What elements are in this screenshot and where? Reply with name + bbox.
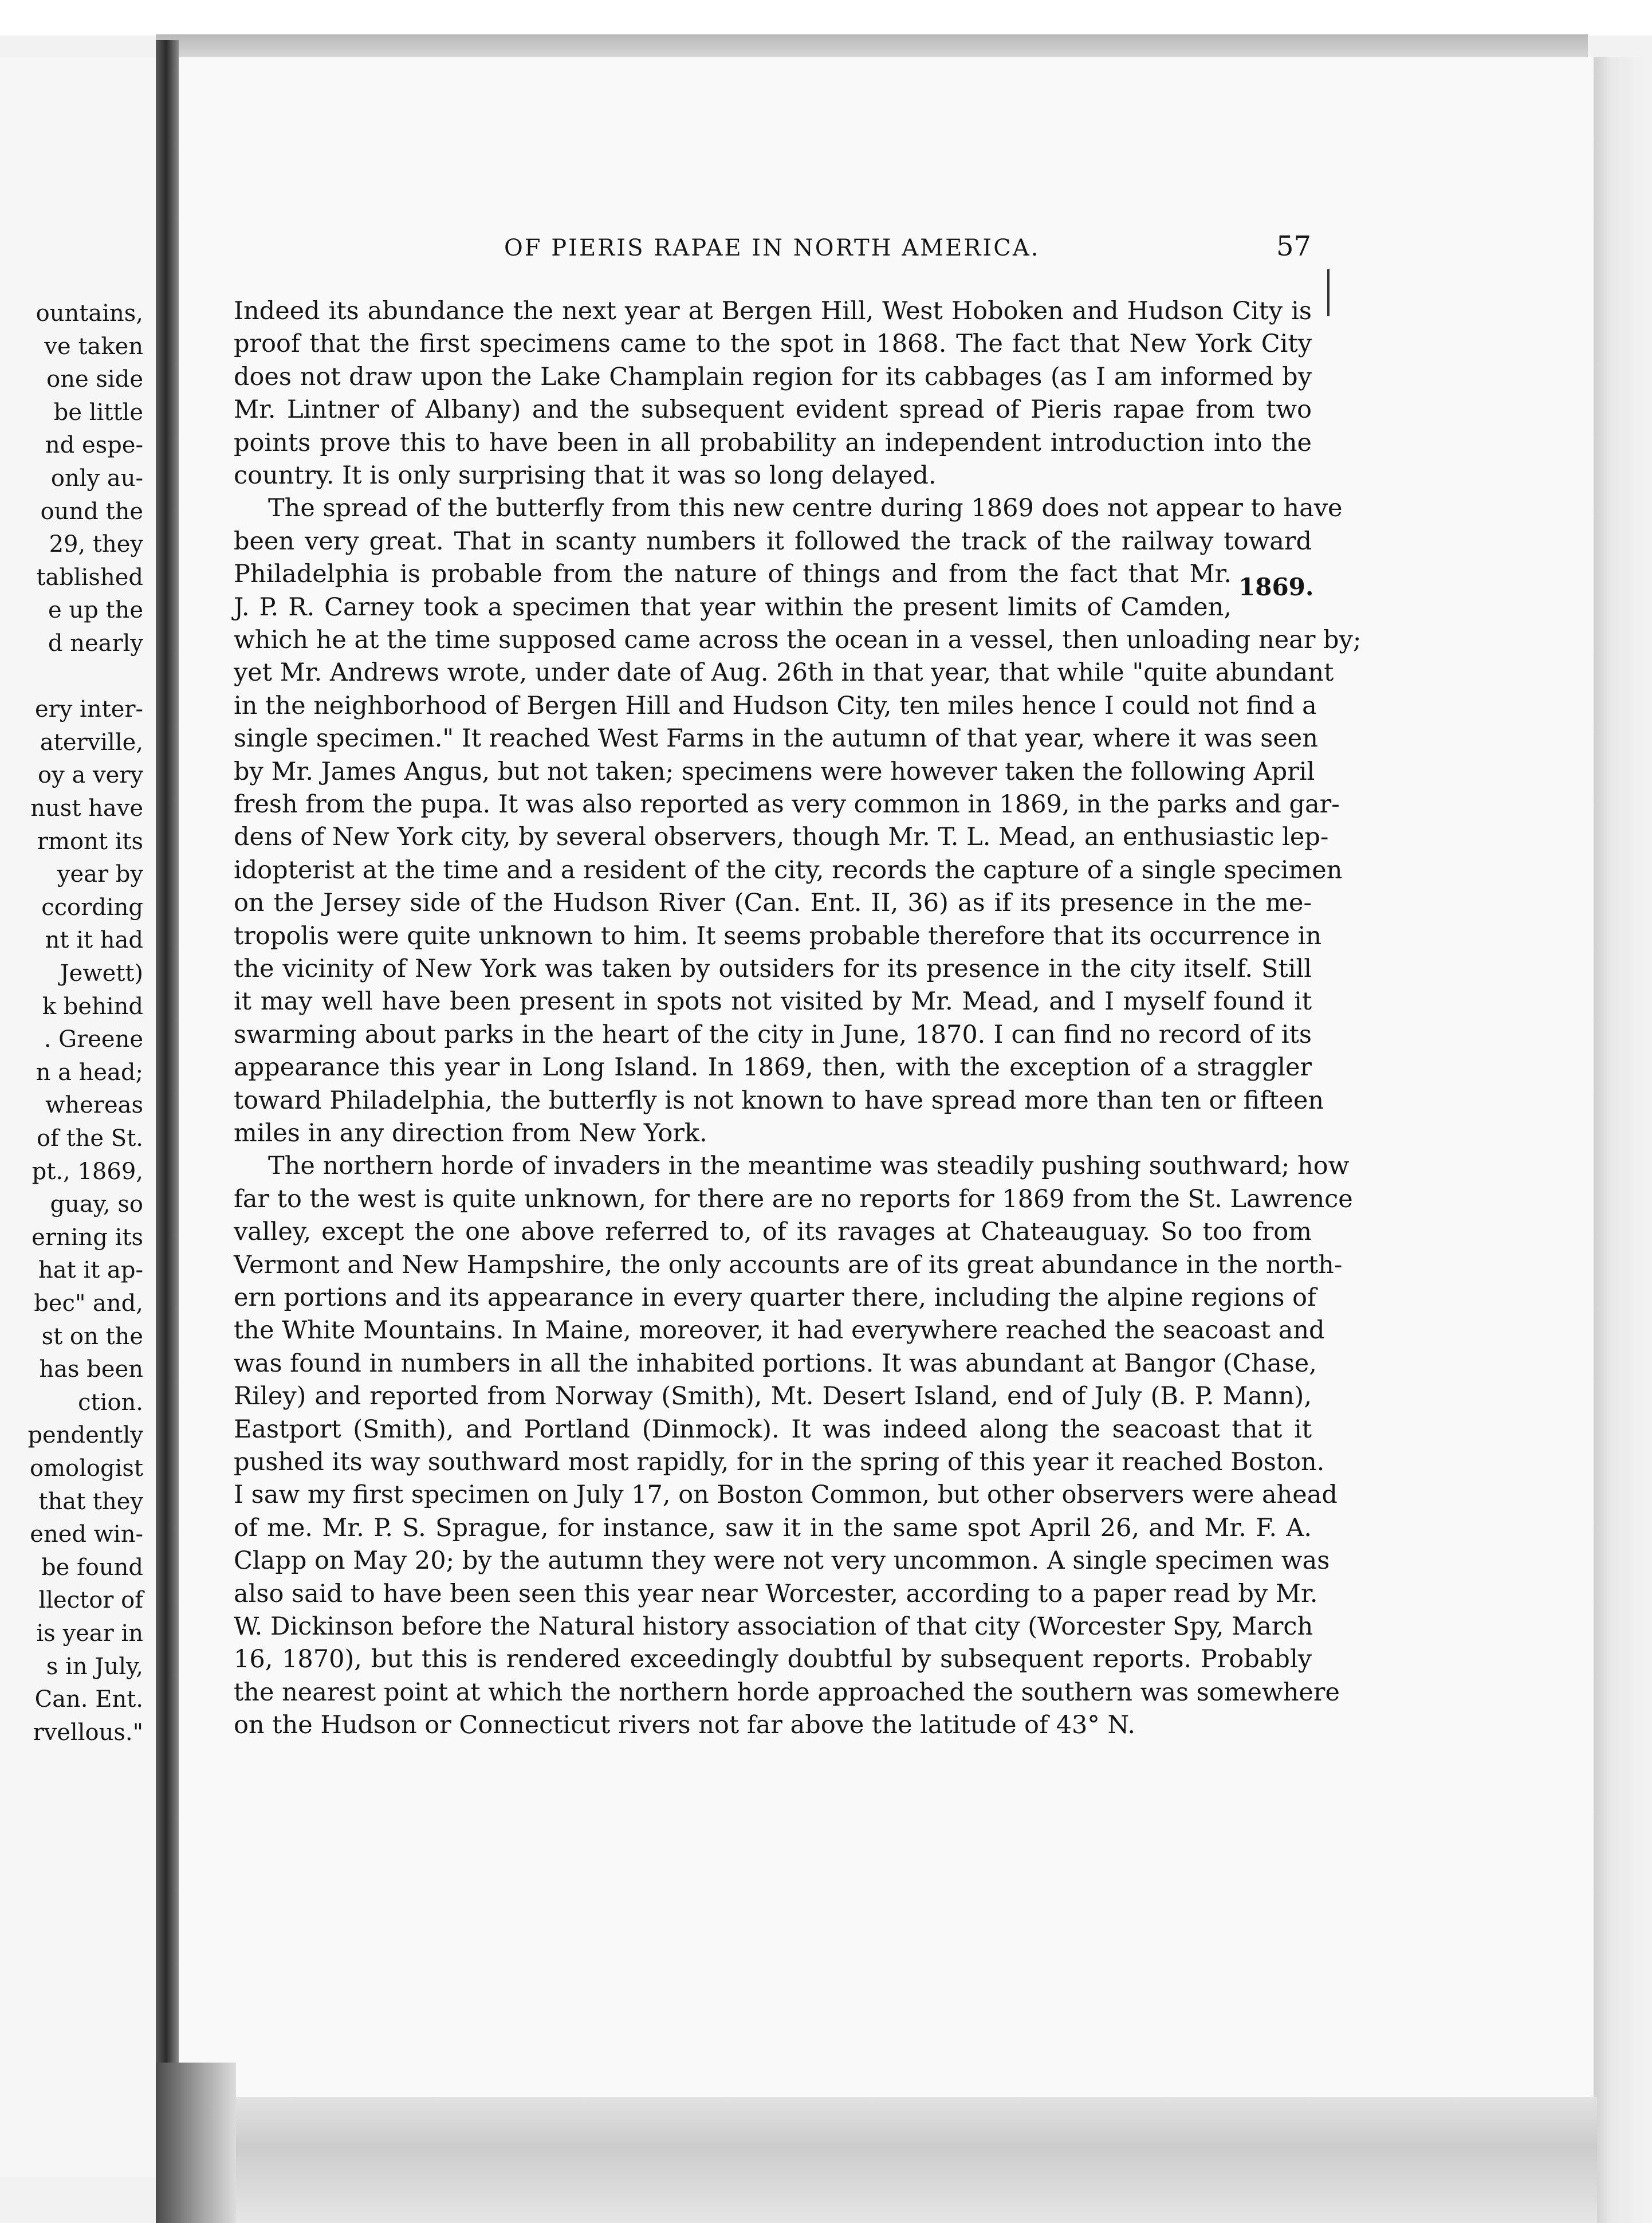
- margin-year-note: 1869.: [1238, 573, 1314, 601]
- left-page-fragment: omologist: [30, 1455, 143, 1482]
- body-line: dens of New York city, by several observers, though Mr. T. L. Mead, an enthusiastic lep-: [234, 823, 1329, 852]
- body-line: toward Philadelphia, the butterfly is not known to have spread more than ten or fifteen: [234, 1086, 1324, 1115]
- body-line: 16, 1870), but this is rendered exceedingly doubtful by subsequent reports. Probably: [234, 1645, 1312, 1674]
- body-line: J. P. R. Carney took a specimen that year within the present limits of Camden,: [234, 592, 1232, 622]
- body-line: Vermont and New Hampshire, the only accounts are of its great abundance in the north-: [234, 1250, 1343, 1279]
- left-page-fragment: nust have: [30, 795, 143, 822]
- body-line: country. It is only surprising that it was so long delayed.: [234, 461, 937, 490]
- left-page-fragment: ound the: [40, 498, 143, 525]
- left-page-fragment: hat it ap-: [38, 1257, 143, 1284]
- body-line: Philadelphia is probable from the nature of things and from the fact that Mr.: [234, 560, 1232, 589]
- body-line: which he at the time supposed came across the ocean in a vessel, then unloading near by;: [234, 626, 1362, 654]
- body-line: idopterist at the time and a resident of the city, records the capture of a single specimen: [234, 855, 1343, 885]
- left-page-fragment: year by: [57, 861, 143, 888]
- left-page-fragment: that they: [38, 1488, 143, 1515]
- left-page-fragment: has been: [39, 1356, 143, 1383]
- body-line: I saw my first specimen on July 17, on Boston Common, but other observers were ahead: [234, 1480, 1338, 1510]
- left-page-fragment: ve taken: [44, 333, 143, 360]
- body-line: was found in numbers in all the inhabited portions. It was abundant at Bangor (Chase,: [234, 1349, 1317, 1378]
- left-page-fragment: is year in: [36, 1620, 143, 1647]
- left-page-fragment: tablished: [36, 564, 143, 591]
- book-gutter: [156, 40, 179, 2189]
- left-page-fragment: llector of: [38, 1587, 143, 1614]
- body-line: ern portions and its appearance in every quarter there, including the alpine regions of: [234, 1283, 1316, 1312]
- body-line: Eastport (Smith), and Portland (Dinmock). It was indeed along the seacoast that it: [234, 1415, 1312, 1444]
- body-line: swarming about parks in the heart of the city in June, 1870. I can find no record of its: [234, 1020, 1312, 1049]
- left-page-fragment: oy a very: [38, 762, 143, 789]
- body-line: W. Dickinson before the Natural history association of that city (Worcester Spy, March: [234, 1612, 1313, 1641]
- left-page-fragment: pt., 1869,: [32, 1158, 143, 1185]
- body-line: Clapp on May 20; by the autumn they were not very uncommon. A single specimen was: [234, 1546, 1330, 1576]
- body-line: tropolis were quite unknown to him. It seems probable therefore that its occurrence in: [234, 921, 1322, 951]
- left-page-fragment: be found: [41, 1554, 143, 1581]
- left-page-fragment: s in July,: [46, 1653, 143, 1680]
- left-page-fragment: st on the: [41, 1323, 143, 1350]
- body-line: on the Hudson or Connecticut rivers not far above the latitude of 43° N.: [234, 1711, 1136, 1740]
- left-page-fragment: of the St.: [36, 1125, 143, 1152]
- body-line: points prove this to have been in all probability an independent introduction into the: [234, 428, 1312, 457]
- body-line: far to the west is quite unknown, for there are no reports for 1869 from the St. Lawrence: [234, 1184, 1353, 1213]
- left-page-fragment: n a head;: [36, 1059, 143, 1086]
- left-page-fragment: ery inter-: [34, 696, 143, 723]
- left-page-fragment: ccording: [41, 894, 143, 921]
- left-page-fragment: nt it had: [45, 927, 143, 954]
- body-line: also said to have been seen this year near Worcester, according to a paper read by Mr.: [234, 1579, 1318, 1608]
- body-line: in the neighborhood of Bergen Hill and Hudson City, ten miles hence I could not find a: [234, 691, 1317, 720]
- left-page-fragment: d nearly: [48, 630, 143, 657]
- body-line: yet Mr. Andrews wrote, under date of Aug. 26th in that year, that while "quite abundant: [234, 658, 1334, 688]
- body-line: does not draw upon the Lake Champlain region for its cabbages (as I am informed by: [234, 362, 1312, 391]
- body-line: miles in any direction from New York.: [234, 1119, 707, 1148]
- left-page-fragment: only au-: [50, 465, 143, 492]
- body-line: Mr. Lintner of Albany) and the subsequent evident spread of Pieris rapae from two: [234, 395, 1312, 425]
- body-line: fresh from the pupa. It was also reported as very common in 1869, in the parks and gar-: [234, 790, 1340, 819]
- body-line: on the Jersey side of the Hudson River (Can. Ent. II, 36) as if its presence in the me-: [234, 889, 1312, 918]
- top-background: [0, 0, 1652, 36]
- body-line: the White Mountains. In Maine, moreover, it had everywhere reached the seacoast and: [234, 1316, 1325, 1345]
- left-page-fragment: aterville,: [40, 729, 143, 756]
- page-number: 57: [1276, 230, 1312, 262]
- left-page-fragment: pendently: [27, 1422, 143, 1449]
- body-line: by Mr. James Angus, but not taken; specimens were however taken the following April: [234, 757, 1315, 786]
- bottom-page-edge: [179, 2097, 1597, 2223]
- body-line: of me. Mr. P. S. Sprague, for instance, saw it in the same spot April 26, and Mr. F. A.: [234, 1513, 1312, 1542]
- body-line: The northern horde of invaders in the meantime was steadily pushing southward; how: [268, 1152, 1350, 1181]
- body-line: single specimen." It reached West Farms in the autumn of that year, where it was seen: [234, 724, 1318, 753]
- body-line: The spread of the butterfly from this new centre during 1869 does not appear to have: [268, 494, 1343, 523]
- left-page-fragment: bec" and,: [34, 1290, 143, 1317]
- left-page-fragment: nd espe-: [45, 432, 143, 459]
- left-page-fragment: guay, so: [50, 1191, 143, 1218]
- left-page-fragment: whereas: [45, 1092, 143, 1119]
- running-head: OF PIERIS RAPAE IN NORTH AMERICA.: [504, 235, 1040, 261]
- left-page-fragment: Can. Ent.: [34, 1686, 143, 1713]
- left-page-fragment: . Greene: [44, 1026, 143, 1053]
- body-line: valley, except the one above referred to, of its ravages at Chateauguay. So too from: [234, 1217, 1312, 1247]
- left-page-fragment: 29, they: [49, 531, 143, 558]
- left-page-edge: [0, 57, 156, 2177]
- left-page-fragment: Jewett): [60, 960, 143, 987]
- left-page-fragment: ened win-: [30, 1521, 143, 1548]
- left-page-fragment: rvellous.": [33, 1719, 143, 1746]
- body-line: it may well have been present in spots not visited by Mr. Mead, and I myself found it: [234, 987, 1312, 1016]
- body-line: appearance this year in Long Island. In 1869, then, with the exception of a straggler: [234, 1053, 1312, 1082]
- margin-mark: [1327, 269, 1330, 316]
- body-line: been very great. That in scanty numbers it followed the track of the railway toward: [234, 527, 1312, 556]
- body-line: Indeed its abundance the next year at Bergen Hill, West Hoboken and Hudson City is: [234, 297, 1312, 325]
- left-page-fragment: rmont its: [37, 828, 143, 855]
- body-line: the nearest point at which the northern horde approached the southern was somewhere: [234, 1678, 1340, 1707]
- page-right-edge: [1594, 57, 1652, 2223]
- left-page-fragment: one side: [46, 366, 143, 393]
- body-line: Riley) and reported from Norway (Smith), Mt. Desert Island, end of July (B. P. Mann),: [234, 1382, 1312, 1411]
- body-line: pushed its way southward most rapidly, for in the spring of this year it reached Boston.: [234, 1448, 1325, 1476]
- left-page-fragment: erning its: [32, 1224, 143, 1251]
- left-page-fragment: ction.: [78, 1389, 143, 1416]
- binding-strip: [156, 2063, 236, 2223]
- body-line: the vicinity of New York was taken by outsiders for its presence in the city itself. Still: [234, 955, 1312, 983]
- left-page-fragment: e up the: [48, 597, 143, 624]
- left-page-fragment: ountains,: [36, 300, 143, 327]
- left-page-fragment: k behind: [42, 993, 143, 1020]
- body-line: proof that the first specimens came to the spot in 1868. The fact that New York City: [234, 329, 1312, 359]
- left-page-fragment: be little: [53, 399, 143, 426]
